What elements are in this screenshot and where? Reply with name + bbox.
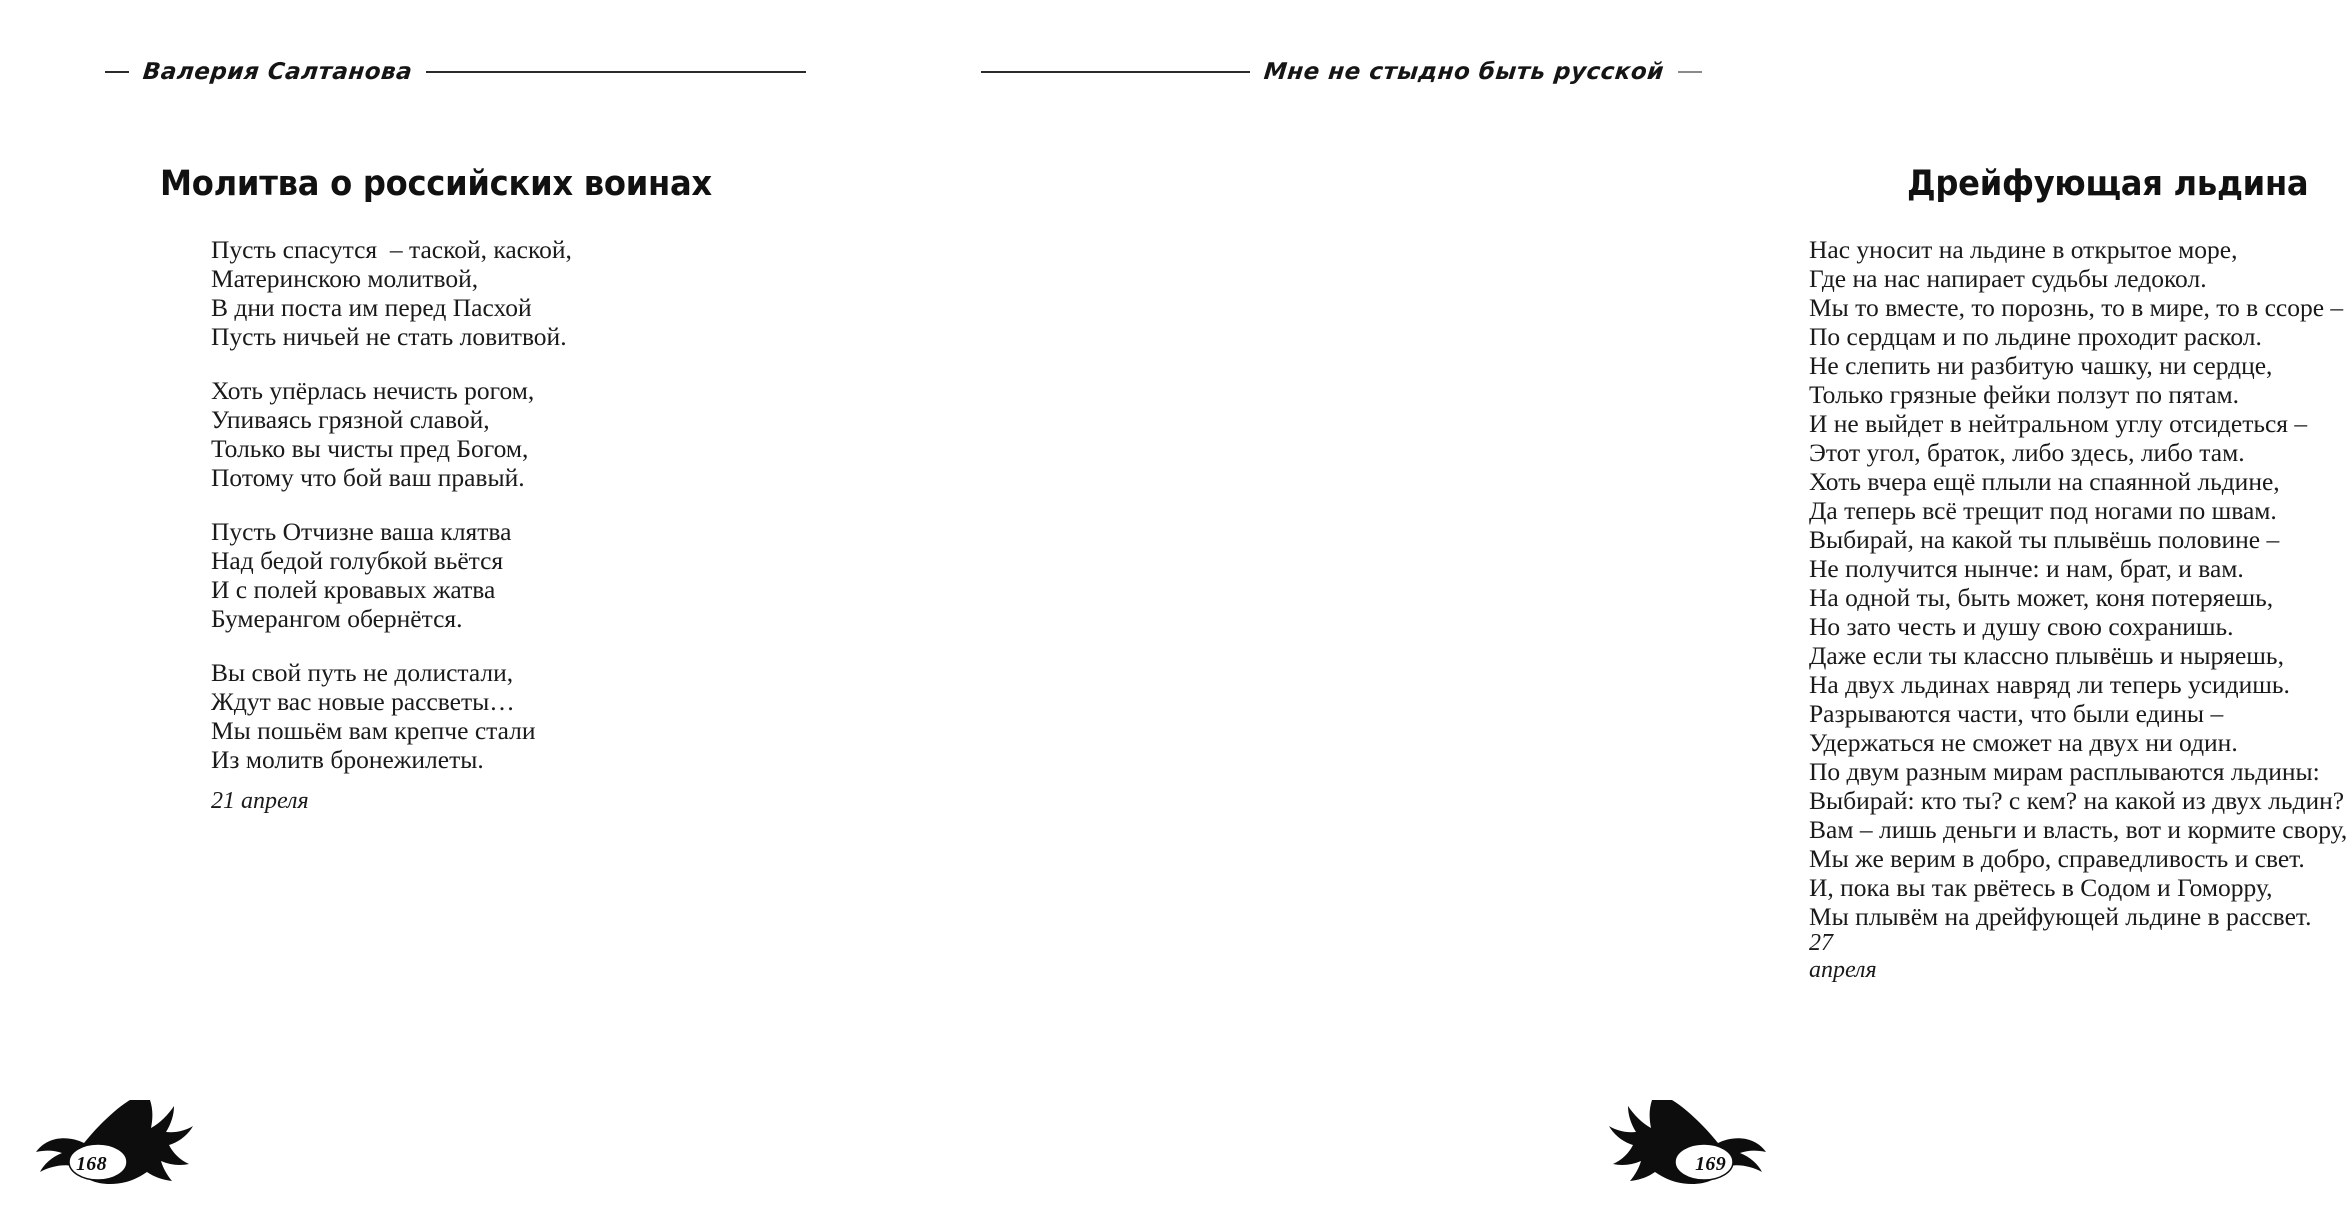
left-poem-body	[211, 235, 572, 774]
poem-line: В дни поста им перед Пасхой	[211, 293, 532, 322]
right-poem-title: Дрейфующая льдина	[1907, 164, 2309, 204]
poem-line: И, пока вы так рвётесь в Содом и Гоморру,	[1809, 873, 2273, 902]
poem-line: Разрываются части, что были едины –	[1809, 699, 2224, 728]
stanza	[211, 658, 572, 774]
left-poem-title: Молитва о российских воинах	[160, 164, 712, 204]
poem-line: Выбирай, на какой ты плывёшь половине –	[1809, 525, 2280, 554]
page-number: 169	[1695, 1153, 1726, 1175]
poem-line: И с полей кровавых жатва	[211, 575, 496, 604]
stanza	[1809, 235, 2347, 931]
poem-line: Мы пошьём вам крепче стали	[211, 716, 536, 745]
poem-line: Мы то вместе, то порознь, то в мире, то в ссоре –	[1809, 293, 2344, 322]
poem-line: Где на нас напирает судьбы ледокол.	[1809, 264, 2207, 293]
poem-line: Не слепить ни разбитую чашку, ни сердце,	[1809, 351, 2273, 380]
poem-line: На одной ты, быть может, коня потеряешь,	[1809, 583, 2274, 612]
poem-line: По сердцам и по льдине проходит раскол.	[1809, 322, 2262, 351]
stanza	[211, 517, 572, 633]
left-page	[0, 0, 901, 1213]
poem-line: Вам – лишь деньги и власть, вот и кормите свору,	[1809, 815, 2347, 844]
poem-line: Удержаться не сможет на двух ни один.	[1809, 728, 2238, 757]
poem-line: Но зато честь и душу свою сохранишь.	[1809, 612, 2234, 641]
poem-line: Вы свой путь не долистали,	[211, 658, 514, 687]
poem-line: На двух льдинах навряд ли теперь усидишь.	[1809, 670, 2290, 699]
poem-line: Пусть ничьей не стать ловитвой.	[211, 322, 567, 351]
poem-line: Материнскою молитвой,	[211, 264, 479, 293]
right-poem-date: 27 апреля	[1809, 930, 1877, 983]
poem-line: Этот угол, браток, либо здесь, либо там.	[1809, 438, 2245, 467]
poem-line: Хоть упёрлась нечисть рогом,	[211, 376, 535, 405]
swallow-bird-icon	[34, 1096, 204, 1201]
poem-line: Нас уносит на льдине в открытое море,	[1809, 235, 2238, 264]
swallow-bird-icon	[1598, 1096, 1768, 1201]
running-head-left	[105, 52, 806, 92]
poem-line: Потому что бой ваш правый.	[211, 463, 525, 492]
poem-line: Не получится нынче: и нам, брат, и вам.	[1809, 554, 2244, 583]
header-rule-start	[981, 71, 1250, 73]
poem-line: Из молитв бронежилеты.	[211, 745, 484, 774]
poem-line: Даже если ты классно плывёшь и ныряешь,	[1809, 641, 2284, 670]
poem-line: Только грязные фейки ползут по пятам.	[1809, 380, 2240, 409]
poem-line: Выбирай: кто ты? с кем? на какой из двух льдин?	[1809, 786, 2345, 815]
book-title: Мне не стыдно быть русской	[1262, 59, 1666, 85]
poem-line: Да теперь всё трещит под ногами по швам.	[1809, 496, 2277, 525]
left-page-folio	[34, 1096, 204, 1201]
poem-line: И не выйдет в нейтральном углу отсидеться –	[1809, 409, 2308, 438]
right-page-folio	[1598, 1096, 1768, 1201]
poem-line: Бумерангом обернётся.	[211, 604, 463, 633]
poem-line: Ждут вас новые рассветы…	[211, 687, 515, 716]
header-rule-end	[1678, 71, 1702, 73]
right-poem-body	[1809, 235, 2347, 931]
poem-line: Только вы чисты пред Богом,	[211, 434, 529, 463]
poem-line: Над бедой голубкой вьётся	[211, 546, 504, 575]
stanza	[211, 376, 572, 492]
poem-line: Мы же верим в добро, справедливость и свет.	[1809, 844, 2305, 873]
poem-line: Упиваясь грязной славой,	[211, 405, 490, 434]
poem-line: Мы плывём на дрейфующей льдине в рассвет.	[1809, 902, 2312, 931]
poem-line: По двум разным мирам расплываются льдины:	[1809, 757, 2320, 786]
running-head-right	[981, 52, 1702, 92]
author-name: Валерия Салтанова	[141, 59, 414, 85]
poem-line: Пусть спасутся – таской, каской,	[211, 235, 572, 264]
header-rule-end	[426, 71, 806, 73]
right-page	[901, 0, 2347, 1213]
stanza	[211, 235, 572, 351]
poem-line: Пусть Отчизне ваша клятва	[211, 517, 512, 546]
header-rule-start	[105, 71, 129, 73]
left-poem-date: 21 апреля	[211, 788, 309, 814]
poem-line: Хоть вчера ещё плыли на спаянной льдине,	[1809, 467, 2280, 496]
page-number: 168	[76, 1153, 107, 1175]
